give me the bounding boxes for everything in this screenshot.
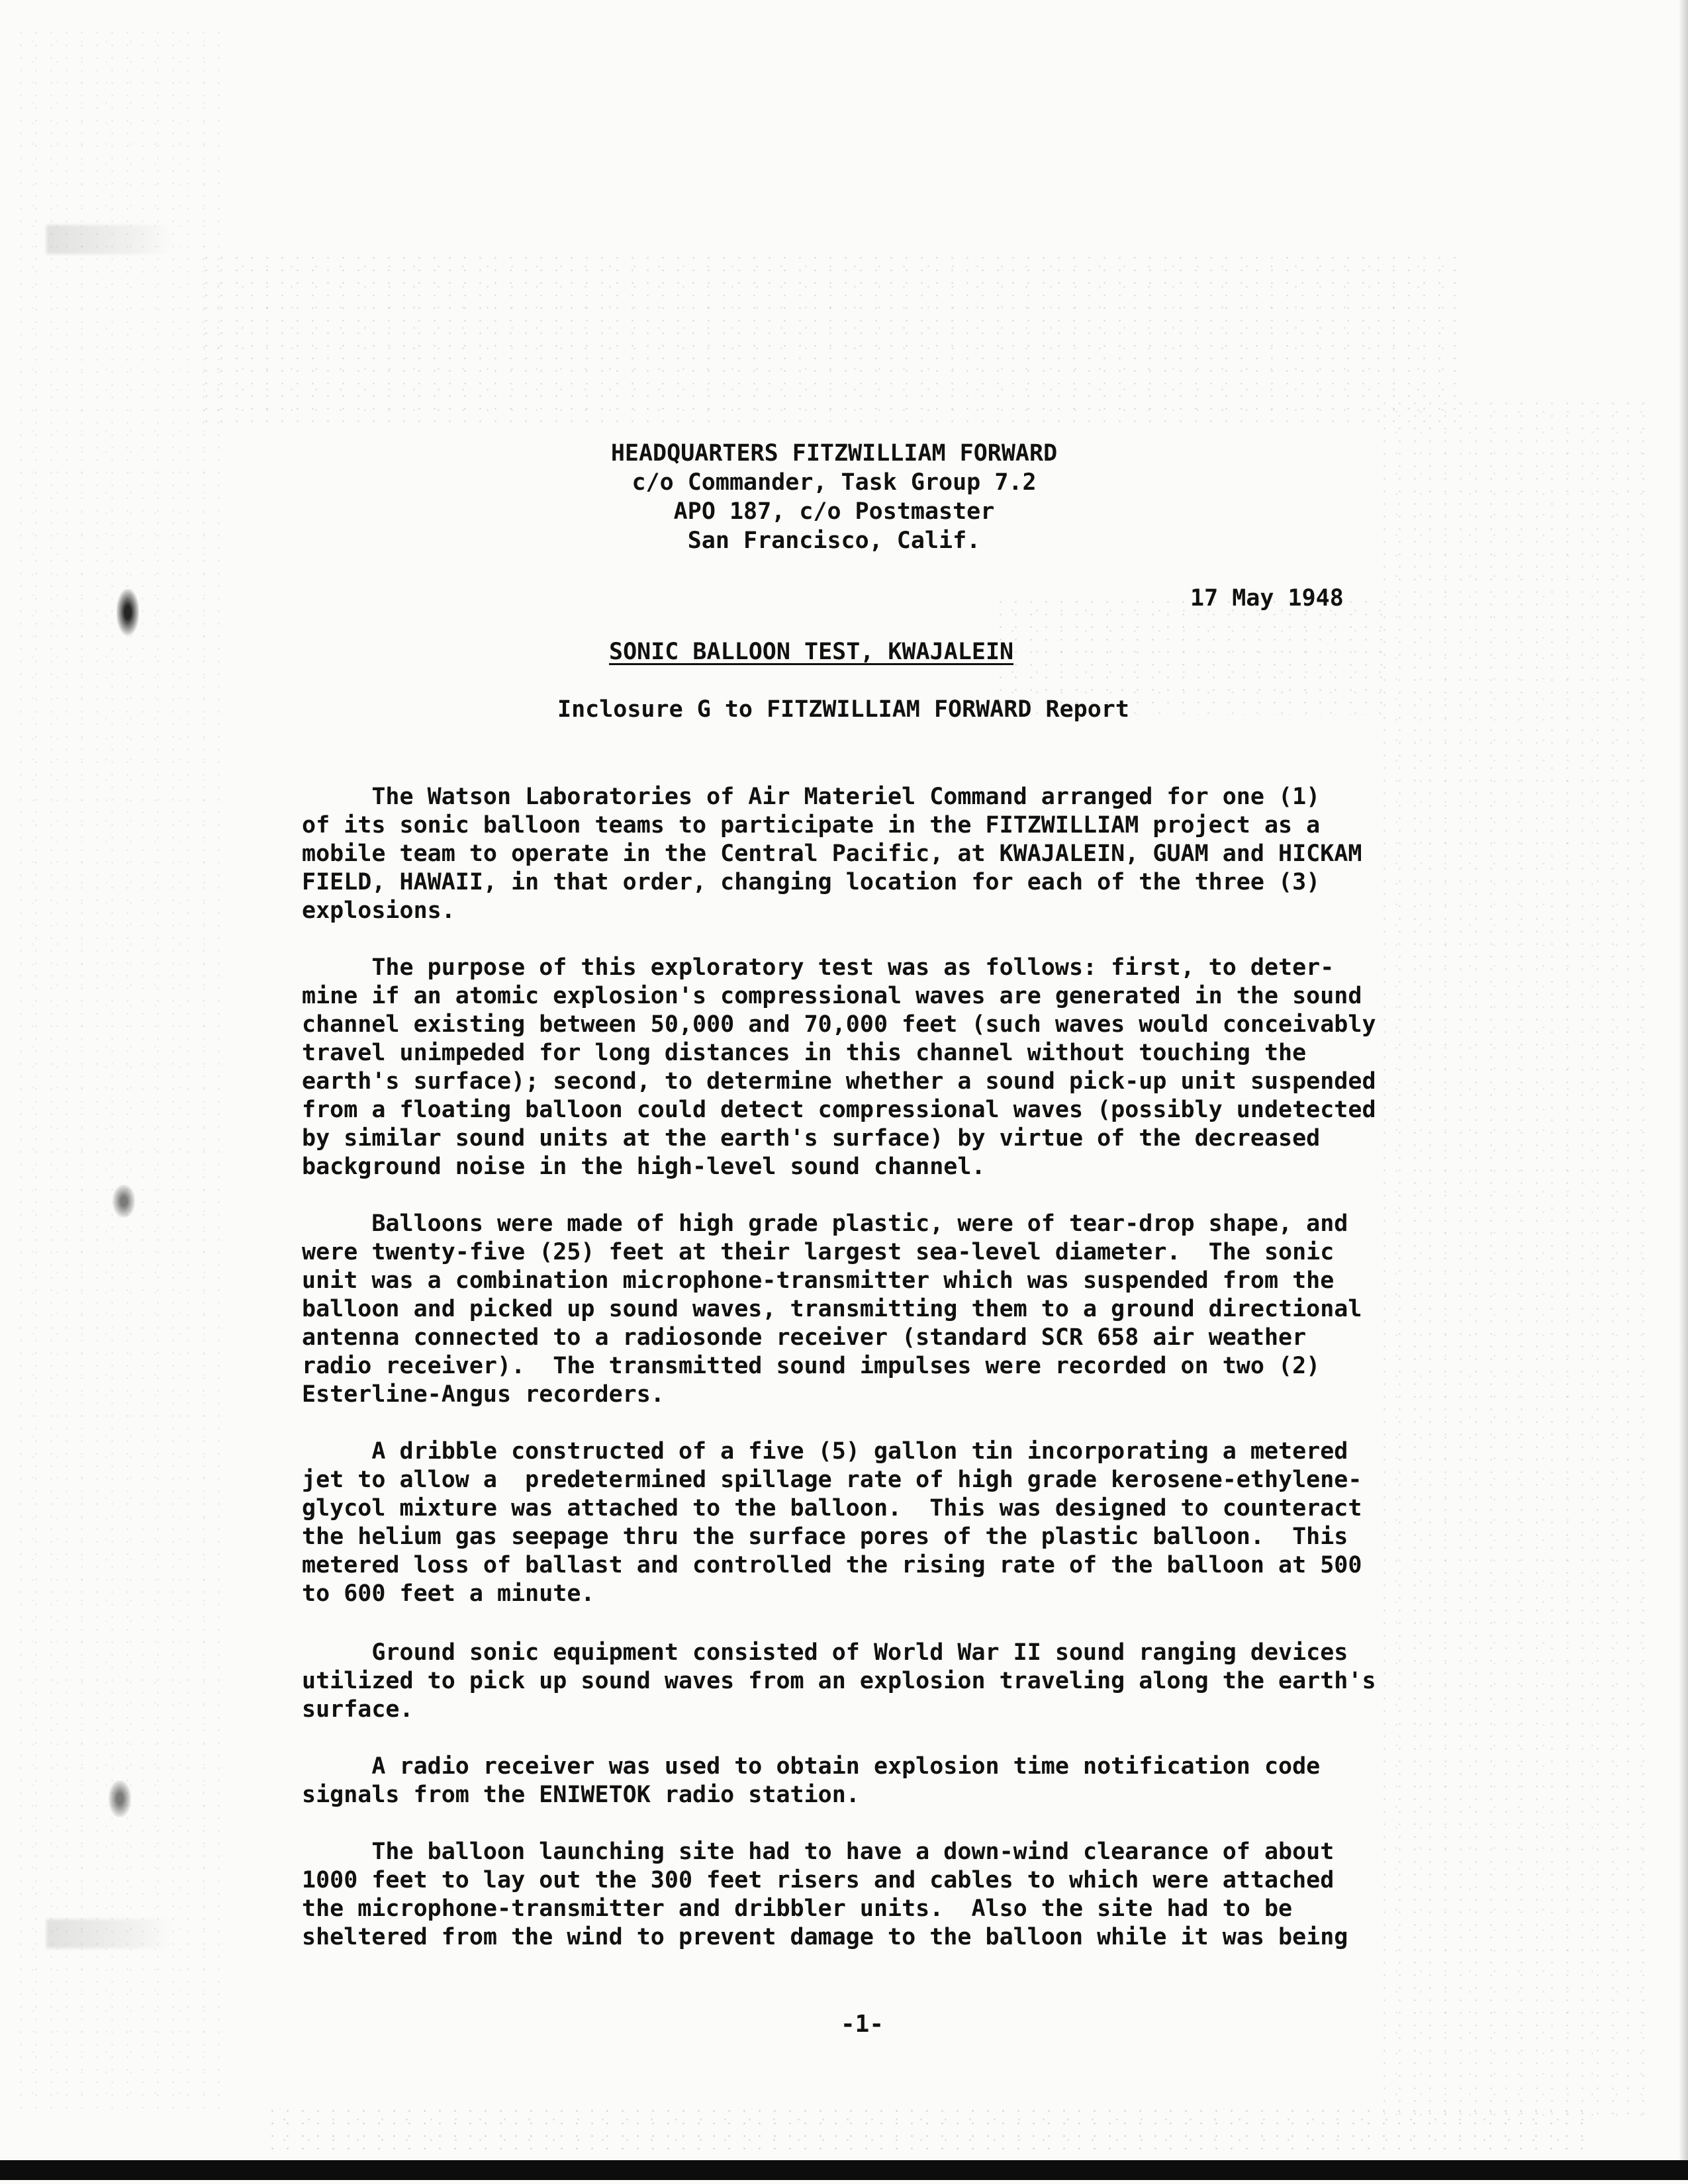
text-line: to 600 feet a minute. [302,1580,595,1607]
text-line: Esterline-Angus recorders. [302,1381,665,1408]
letterhead-line: APO 187, c/o Postmaster [673,498,995,525]
text-line: the helium gas seepage thru the surface pores of the plastic balloon. This [302,1524,1348,1550]
text-line: The Watson Laboratories of Air Materiel Command arranged for one (1) [302,784,1321,810]
page-number: -1- [841,2011,884,2038]
paragraph-2 [302,954,1427,1181]
document-date: 17 May 1948 [1190,585,1344,612]
paragraph-3 [302,1210,1427,1409]
text-line: travel unimpeded for long distances in this channel without touching the [302,1040,1307,1066]
document-subtitle: Inclosure G to FITZWILLIAM FORWARD Report [557,696,1129,723]
text-line: the microphone-transmitter and dribbler units. Also the site had to be [302,1895,1293,1922]
paragraph-6 [302,1752,1427,1809]
text-line: signals from the ENIWETOK radio station. [302,1782,860,1808]
text-line: background noise in the high-level sound channel. [302,1154,986,1180]
text-line: balloon and picked up sound waves, transmitting them to a ground directional [302,1296,1362,1322]
text-line: A radio receiver was used to obtain explosion time notification code [302,1753,1321,1780]
paragraph-4 [302,1437,1427,1608]
text-line: radio receiver). The transmitted sound impulses were recorded on two (2) [302,1353,1321,1379]
paragraph-1 [302,783,1427,925]
text-line: channel existing between 50,000 and 70,000 feet (such waves would conceivably [302,1011,1376,1038]
text-line: sheltered from the wind to prevent damage to the balloon while it was being [302,1924,1348,1950]
text-line: surface. [302,1696,414,1723]
text-line: utilized to pick up sound waves from an explosion traveling along the earth's [302,1668,1376,1694]
text-line: were twenty-five (25) feet at their largest sea-level diameter. The sonic [302,1239,1335,1265]
text-line: mobile team to operate in the Central Pacific, at KWAJALEIN, GUAM and HICKAM [302,841,1362,867]
scan-noise-bottom [265,2105,1589,2158]
text-line: Balloons were made of high grade plastic, were of tear-drop shape, and [302,1210,1348,1237]
text-line: FIELD, HAWAII, in that order, changing location for each of the three (3) [302,869,1321,895]
text-line: of its sonic balloon teams to participate in the FITZWILLIAM project as a [302,812,1321,839]
letterhead-line: HEADQUARTERS FITZWILLIAM FORWARD [610,440,1058,467]
page-edge-shadow [1679,0,1688,2160]
text-line: The purpose of this exploratory test was as follows: first, to deter- [302,954,1335,981]
text-line: jet to allow a predetermined spillage rate of high grade kerosene-ethylene- [302,1467,1362,1493]
text-line: The balloon launching site had to have a down-wind clearance of about [302,1839,1335,1865]
text-line: glycol mixture was attached to the balloon. This was designed to counteract [302,1495,1362,1522]
letterhead-line: San Francisco, Calif. [687,527,981,554]
text-line: A dribble constructed of a five (5) gallon tin incorporating a metered [302,1438,1348,1465]
paragraph-5 [302,1639,1427,1724]
text-line: earth's surface); second, to determine whether a sound pick-up unit suspended [302,1068,1376,1095]
text-line: explosions. [302,897,455,924]
text-line: by similar sound units at the earth's surface) by virtue of the decreased [302,1125,1321,1152]
text-line: antenna connected to a radiosonde receiver (standard SCR 658 air weather [302,1324,1307,1351]
binder-hole-mark [109,1780,131,1817]
scan-smudge [46,1919,172,1948]
text-line: metered loss of ballast and controlled the rising rate of the balloon at 500 [302,1552,1362,1578]
scan-noise-top [199,251,1456,424]
text-line: from a floating balloon could detect compressional waves (possibly undetected [302,1097,1376,1123]
text-line: unit was a combination microphone-transmitter which was suspended from the [302,1267,1335,1294]
binder-hole-mark [113,1185,135,1218]
scan-smudge [46,225,172,254]
binder-hole-mark [117,589,139,635]
text-line: 1000 feet to lay out the 300 feet risers and cables to which were attached [302,1867,1335,1893]
bottom-scan-edge [0,2160,1688,2180]
text-line: mine if an atomic explosion's compressional waves are generated in the sound [302,983,1362,1009]
letterhead [503,439,1165,555]
letterhead-line: c/o Commander, Task Group 7.2 [632,469,1037,496]
text-line: Ground sonic equipment consisted of World War II sound ranging devices [302,1639,1348,1666]
paragraph-7 [302,1838,1427,1952]
document-title: SONIC BALLOON TEST, KWAJALEIN [609,639,1014,665]
